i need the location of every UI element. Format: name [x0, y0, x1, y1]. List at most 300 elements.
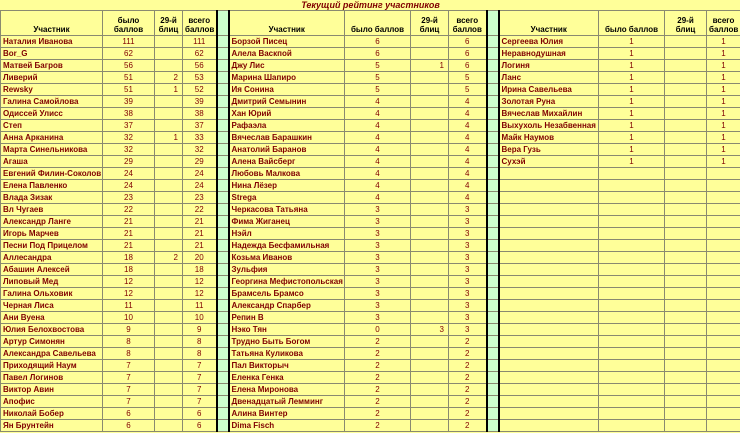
cell-total: 3 — [449, 300, 487, 312]
cell-before — [599, 264, 665, 276]
cell-blitz — [411, 396, 449, 408]
cell-name: Марина Шапиро — [229, 72, 345, 84]
column-separator — [217, 120, 229, 132]
table-row — [1, 228, 740, 240]
cell-total: 1 — [707, 84, 740, 96]
table-row — [1, 360, 740, 372]
cell-name — [499, 396, 599, 408]
cell-blitz — [155, 300, 183, 312]
cell-name: Вл Чугаев — [1, 204, 103, 216]
cell-blitz — [155, 144, 183, 156]
cell-blitz — [155, 396, 183, 408]
cell-blitz — [155, 324, 183, 336]
cell-before — [599, 420, 665, 432]
cell-blitz — [411, 84, 449, 96]
cell-blitz — [155, 96, 183, 108]
column-separator — [217, 144, 229, 156]
cell-before: 1 — [599, 36, 665, 48]
cell-blitz — [665, 168, 707, 180]
column-separator — [217, 48, 229, 60]
cell-total: 4 — [449, 168, 487, 180]
table-row — [1, 420, 740, 432]
cell-total: 56 — [183, 60, 217, 72]
cell-blitz — [411, 168, 449, 180]
cell-total: 10 — [183, 312, 217, 324]
cell-before: 2 — [345, 384, 411, 396]
cell-before — [599, 348, 665, 360]
table-row — [1, 60, 740, 72]
table-row — [1, 312, 740, 324]
cell-name — [499, 408, 599, 420]
cell-before: 1 — [599, 60, 665, 72]
cell-name: Ани Вуена — [1, 312, 103, 324]
cell-name: Bor_G — [1, 48, 103, 60]
column-separator — [217, 372, 229, 384]
cell-total: 4 — [449, 156, 487, 168]
cell-total — [707, 384, 740, 396]
cell-total: 3 — [449, 240, 487, 252]
cell-blitz — [665, 324, 707, 336]
table-row — [1, 192, 740, 204]
cell-blitz — [665, 360, 707, 372]
cell-name: Rewsky — [1, 84, 103, 96]
cell-name: Сергеева Юлия — [499, 36, 599, 48]
table-row — [1, 276, 740, 288]
cell-before — [599, 300, 665, 312]
cell-before: 5 — [345, 84, 411, 96]
cell-name: Нэко Тян — [229, 324, 345, 336]
cell-name: Черная Лиса — [1, 300, 103, 312]
cell-before: 6 — [345, 36, 411, 48]
cell-name: Трудно Быть Богом — [229, 336, 345, 348]
cell-name: Артур Симонян — [1, 336, 103, 348]
column-separator — [217, 408, 229, 420]
table-row — [1, 252, 740, 264]
cell-total: 22 — [183, 204, 217, 216]
cell-blitz — [665, 396, 707, 408]
cell-blitz — [155, 408, 183, 420]
cell-total: 4 — [449, 180, 487, 192]
cell-total: 4 — [449, 108, 487, 120]
cell-blitz — [665, 384, 707, 396]
column-separator — [487, 360, 499, 372]
cell-name: Влада Зизак — [1, 192, 103, 204]
cell-name: Галина Ольховик — [1, 288, 103, 300]
table-row — [1, 216, 740, 228]
cell-blitz — [155, 228, 183, 240]
column-separator — [487, 204, 499, 216]
cell-blitz — [665, 192, 707, 204]
cell-before: 51 — [103, 72, 155, 84]
cell-blitz: 3 — [411, 324, 449, 336]
column-separator — [217, 192, 229, 204]
header-blitz: 29-й блиц — [155, 11, 183, 36]
cell-name: Двенадцатый Лемминг — [229, 396, 345, 408]
cell-blitz — [155, 264, 183, 276]
column-separator — [487, 264, 499, 276]
column-separator — [217, 360, 229, 372]
cell-blitz — [155, 384, 183, 396]
column-separator — [487, 372, 499, 384]
column-separator — [487, 180, 499, 192]
cell-before: 3 — [345, 240, 411, 252]
cell-name: Матвей Багров — [1, 60, 103, 72]
cell-name: Любовь Малкова — [229, 168, 345, 180]
cell-total: 62 — [183, 48, 217, 60]
column-separator — [487, 252, 499, 264]
cell-total: 2 — [449, 396, 487, 408]
cell-blitz — [155, 204, 183, 216]
column-separator — [487, 396, 499, 408]
cell-name — [499, 360, 599, 372]
cell-name: Алена Вайсберг — [229, 156, 345, 168]
column-separator — [217, 60, 229, 72]
cell-before — [599, 312, 665, 324]
cell-blitz — [411, 228, 449, 240]
table-row — [1, 384, 740, 396]
cell-before: 7 — [103, 384, 155, 396]
cell-blitz — [155, 312, 183, 324]
header-row — [1, 11, 740, 36]
column-separator — [217, 264, 229, 276]
cell-blitz — [665, 156, 707, 168]
cell-blitz — [411, 36, 449, 48]
column-separator — [487, 36, 499, 48]
cell-total — [707, 348, 740, 360]
table-row — [1, 396, 740, 408]
cell-before: 1 — [599, 144, 665, 156]
cell-total: 3 — [449, 264, 487, 276]
cell-before: 7 — [103, 372, 155, 384]
cell-before — [599, 396, 665, 408]
cell-total: 2 — [449, 360, 487, 372]
column-separator — [487, 60, 499, 72]
cell-blitz — [411, 132, 449, 144]
cell-blitz — [665, 312, 707, 324]
column-separator — [487, 96, 499, 108]
cell-blitz — [665, 420, 707, 432]
cell-blitz — [411, 120, 449, 132]
cell-blitz — [411, 300, 449, 312]
cell-before: 4 — [345, 192, 411, 204]
cell-total: 1 — [707, 96, 740, 108]
cell-total: 3 — [449, 276, 487, 288]
cell-blitz — [665, 300, 707, 312]
table-row — [1, 72, 740, 84]
column-separator — [217, 300, 229, 312]
cell-name — [499, 312, 599, 324]
column-separator — [217, 276, 229, 288]
table-row — [1, 372, 740, 384]
cell-blitz — [155, 48, 183, 60]
cell-name — [499, 336, 599, 348]
cell-total — [707, 336, 740, 348]
cell-blitz — [411, 288, 449, 300]
cell-before: 32 — [103, 144, 155, 156]
cell-name: Логиня — [499, 60, 599, 72]
cell-before: 1 — [599, 120, 665, 132]
cell-name: Александр Ланге — [1, 216, 103, 228]
cell-total: 1 — [707, 156, 740, 168]
cell-name: Золотая Руна — [499, 96, 599, 108]
cell-blitz — [411, 264, 449, 276]
cell-name: Хан Юрий — [229, 108, 345, 120]
cell-total — [707, 228, 740, 240]
cell-total — [707, 312, 740, 324]
cell-before: 3 — [345, 300, 411, 312]
cell-blitz — [155, 360, 183, 372]
cell-before: 1 — [599, 108, 665, 120]
column-separator — [217, 36, 229, 48]
cell-total: 6 — [183, 408, 217, 420]
cell-total — [707, 420, 740, 432]
cell-total: 4 — [449, 132, 487, 144]
cell-before: 8 — [103, 348, 155, 360]
cell-before: 21 — [103, 228, 155, 240]
column-separator — [217, 312, 229, 324]
cell-name: Черкасова Татьяна — [229, 204, 345, 216]
cell-name: Выхухоль Незабвенная — [499, 120, 599, 132]
column-separator — [487, 132, 499, 144]
cell-total — [707, 264, 740, 276]
column-separator — [217, 228, 229, 240]
cell-total: 24 — [183, 168, 217, 180]
cell-before: 38 — [103, 108, 155, 120]
cell-before: 3 — [345, 264, 411, 276]
column-separator — [217, 204, 229, 216]
cell-name: Галина Самойлова — [1, 96, 103, 108]
cell-total: 4 — [449, 120, 487, 132]
cell-before: 4 — [345, 156, 411, 168]
column-separator — [217, 11, 229, 36]
cell-blitz — [411, 72, 449, 84]
cell-before: 11 — [103, 300, 155, 312]
cell-before: 39 — [103, 96, 155, 108]
cell-total: 12 — [183, 288, 217, 300]
cell-name — [499, 288, 599, 300]
cell-before: 29 — [103, 156, 155, 168]
cell-before: 1 — [599, 48, 665, 60]
cell-before: 2 — [345, 348, 411, 360]
cell-blitz — [665, 228, 707, 240]
cell-blitz — [155, 348, 183, 360]
column-separator — [487, 348, 499, 360]
cell-before: 23 — [103, 192, 155, 204]
cell-name: Strega — [229, 192, 345, 204]
cell-name: Алина Винтер — [229, 408, 345, 420]
cell-before: 0 — [345, 324, 411, 336]
cell-blitz — [665, 408, 707, 420]
cell-before: 3 — [345, 228, 411, 240]
cell-total: 37 — [183, 120, 217, 132]
cell-name — [499, 300, 599, 312]
cell-before — [599, 240, 665, 252]
column-separator — [217, 156, 229, 168]
cell-name: Степ — [1, 120, 103, 132]
cell-total: 2 — [449, 348, 487, 360]
column-separator — [217, 96, 229, 108]
cell-blitz — [411, 156, 449, 168]
cell-blitz — [665, 96, 707, 108]
cell-blitz — [155, 192, 183, 204]
cell-before: 1 — [599, 96, 665, 108]
cell-total — [707, 168, 740, 180]
header-total: всего баллов — [449, 11, 487, 36]
cell-name: Ливерий — [1, 72, 103, 84]
cell-before: 56 — [103, 60, 155, 72]
header-total: всего баллов — [707, 11, 740, 36]
header-before: было баллов — [103, 11, 155, 36]
cell-before: 3 — [345, 312, 411, 324]
cell-blitz — [411, 408, 449, 420]
cell-name: Липовый Мед — [1, 276, 103, 288]
cell-total: 2 — [449, 336, 487, 348]
cell-name — [499, 348, 599, 360]
column-separator — [217, 108, 229, 120]
cell-before: 1 — [599, 156, 665, 168]
cell-blitz — [411, 348, 449, 360]
table-row — [1, 156, 740, 168]
cell-before — [599, 360, 665, 372]
cell-name: Вера Гузь — [499, 144, 599, 156]
cell-blitz — [665, 60, 707, 72]
cell-blitz — [411, 108, 449, 120]
cell-blitz — [411, 312, 449, 324]
cell-before — [599, 228, 665, 240]
cell-total: 7 — [183, 372, 217, 384]
cell-before — [599, 192, 665, 204]
cell-before: 8 — [103, 336, 155, 348]
cell-blitz — [665, 372, 707, 384]
cell-blitz — [665, 252, 707, 264]
column-separator — [217, 348, 229, 360]
column-separator — [487, 288, 499, 300]
cell-total — [707, 396, 740, 408]
cell-total: 32 — [183, 144, 217, 156]
cell-name: Аллесандра — [1, 252, 103, 264]
cell-name — [499, 420, 599, 432]
cell-total: 29 — [183, 156, 217, 168]
column-separator — [487, 108, 499, 120]
table-row — [1, 240, 740, 252]
cell-name: Юлия Белохвостова — [1, 324, 103, 336]
cell-before — [599, 384, 665, 396]
cell-name: Игорь Марчев — [1, 228, 103, 240]
cell-before: 2 — [345, 408, 411, 420]
table-row — [1, 408, 740, 420]
cell-before: 10 — [103, 312, 155, 324]
cell-before — [599, 168, 665, 180]
cell-blitz — [155, 240, 183, 252]
cell-name: Зульфия — [229, 264, 345, 276]
column-separator — [217, 132, 229, 144]
cell-before: 7 — [103, 360, 155, 372]
cell-total — [707, 276, 740, 288]
cell-name: Приходящий Наум — [1, 360, 103, 372]
cell-total — [707, 180, 740, 192]
cell-before: 1 — [599, 72, 665, 84]
cell-total: 7 — [183, 360, 217, 372]
cell-before: 18 — [103, 264, 155, 276]
cell-blitz — [411, 216, 449, 228]
cell-blitz — [665, 288, 707, 300]
cell-total: 2 — [449, 408, 487, 420]
cell-before — [599, 216, 665, 228]
cell-before: 4 — [345, 144, 411, 156]
cell-total: 7 — [183, 384, 217, 396]
cell-name: Апофис — [1, 396, 103, 408]
cell-before — [599, 336, 665, 348]
column-separator — [487, 168, 499, 180]
cell-before: 5 — [345, 60, 411, 72]
cell-blitz — [155, 120, 183, 132]
table-row — [1, 48, 740, 60]
cell-name: Анна Арканина — [1, 132, 103, 144]
cell-blitz — [411, 420, 449, 432]
cell-total: 1 — [707, 144, 740, 156]
cell-before — [599, 324, 665, 336]
column-separator — [487, 336, 499, 348]
cell-name: Елена Павленко — [1, 180, 103, 192]
cell-blitz: 1 — [155, 84, 183, 96]
cell-total: 6 — [449, 60, 487, 72]
column-separator — [217, 72, 229, 84]
cell-blitz — [411, 96, 449, 108]
cell-name — [499, 324, 599, 336]
cell-total: 1 — [707, 72, 740, 84]
cell-blitz: 2 — [155, 252, 183, 264]
cell-before: 24 — [103, 168, 155, 180]
cell-total — [707, 408, 740, 420]
table-row — [1, 204, 740, 216]
cell-blitz — [411, 192, 449, 204]
cell-before — [599, 276, 665, 288]
cell-total: 4 — [449, 192, 487, 204]
cell-before: 62 — [103, 48, 155, 60]
cell-name — [499, 168, 599, 180]
cell-total: 3 — [449, 252, 487, 264]
column-separator — [487, 276, 499, 288]
cell-blitz — [155, 276, 183, 288]
column-separator — [487, 384, 499, 396]
cell-total: 5 — [449, 84, 487, 96]
cell-blitz — [411, 48, 449, 60]
cell-name: Борзой Писец — [229, 36, 345, 48]
cell-before: 9 — [103, 324, 155, 336]
cell-total: 4 — [449, 144, 487, 156]
table-row — [1, 144, 740, 156]
cell-total: 1 — [707, 48, 740, 60]
cell-total: 5 — [449, 72, 487, 84]
cell-before: 2 — [345, 336, 411, 348]
column-separator — [217, 336, 229, 348]
cell-blitz: 1 — [411, 60, 449, 72]
column-separator — [217, 420, 229, 432]
cell-total — [707, 288, 740, 300]
cell-total: 52 — [183, 84, 217, 96]
cell-blitz — [665, 180, 707, 192]
cell-before: 3 — [345, 276, 411, 288]
cell-name: Песни Под Прицелом — [1, 240, 103, 252]
cell-blitz — [665, 336, 707, 348]
column-separator — [217, 252, 229, 264]
cell-before: 4 — [345, 108, 411, 120]
cell-total: 6 — [449, 36, 487, 48]
cell-before: 2 — [345, 360, 411, 372]
header-before: было баллов — [599, 11, 665, 36]
cell-before — [599, 408, 665, 420]
cell-total: 3 — [449, 228, 487, 240]
